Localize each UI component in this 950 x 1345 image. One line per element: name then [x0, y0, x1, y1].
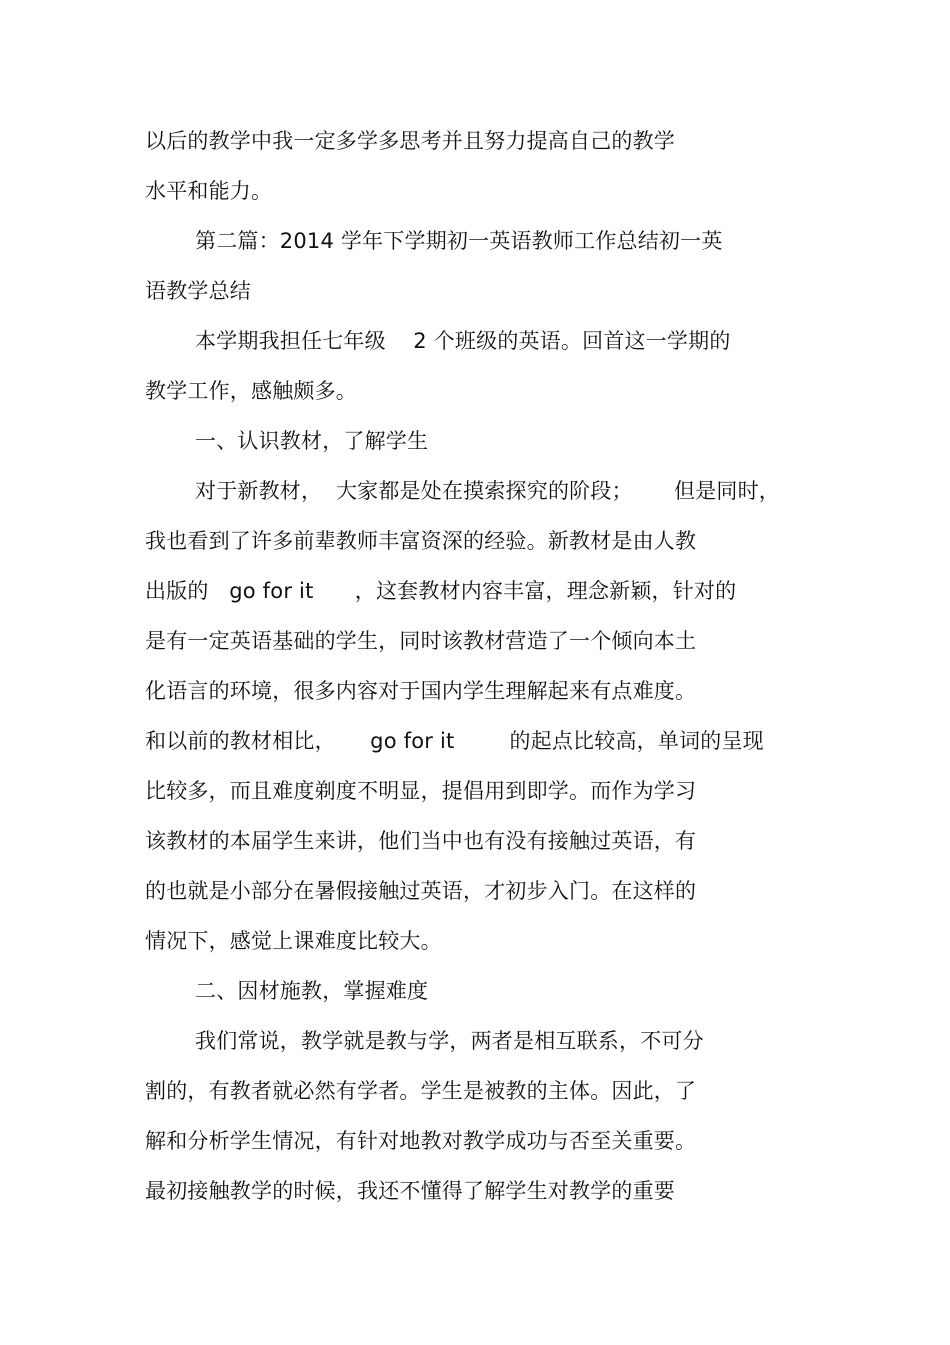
text-line: 我们常说，教学就是教与学，两者是相互联系，不可分 [195, 1029, 704, 1053]
text-line: 对于新教材， 大家都是处在摸索探究的阶段； 但是同时， [195, 479, 780, 503]
text-line: 是有一定英语基础的学生，同时该教材营造了一个倾向本土 [145, 629, 697, 653]
text-line: 情况下，感觉上课难度比较大。 [145, 929, 442, 953]
text-line: 割的，有教者就必然有学者。学生是被教的主体。因此，了 [145, 1079, 697, 1103]
text-line: 出版的 go for it ，这套教材内容丰富，理念新颖，针对的 [145, 579, 737, 603]
text-line: 和以前的教材相比， go for it 的起点比较高，单词的呈现 [145, 729, 764, 753]
text-line: 我也看到了许多前辈教师丰富资深的经验。新教材是由人教 [145, 529, 697, 553]
text-line: 解和分析学生情况，有针对地教对教学成功与否至关重要。 [145, 1129, 697, 1153]
subheading: 二、因材施教，掌握难度 [195, 979, 429, 1003]
text-line: 比较多，而且难度剃度不明显，提倡用到即学。而作为学习 [145, 779, 697, 803]
section-heading-continued: 语教学总结 [145, 279, 251, 303]
text-line: 最初接触教学的时候，我还不懂得了解学生对教学的重要 [145, 1179, 675, 1203]
text-line: 的也就是小部分在暑假接触过英语，才初步入门。在这样的 [145, 879, 697, 903]
subheading: 一、认识教材，了解学生 [195, 429, 429, 453]
text-line: 教学工作，感触颇多。 [145, 379, 357, 403]
text-line: 该教材的本届学生来讲，他们当中也有没有接触过英语，有 [145, 829, 697, 853]
text-line: 本学期我担任七年级 2 个班级的英语。回首这一学期的 [195, 329, 731, 353]
text-line: 水平和能力。 [145, 179, 273, 203]
text-line: 以后的教学中我一定多学多思考并且努力提高自己的教学 [145, 129, 675, 153]
section-heading: 第二篇：2014 学年下学期初一英语教师工作总结初一英 [195, 229, 723, 253]
text-line: 化语言的环境，很多内容对于国内学生理解起来有点难度。 [145, 679, 697, 703]
